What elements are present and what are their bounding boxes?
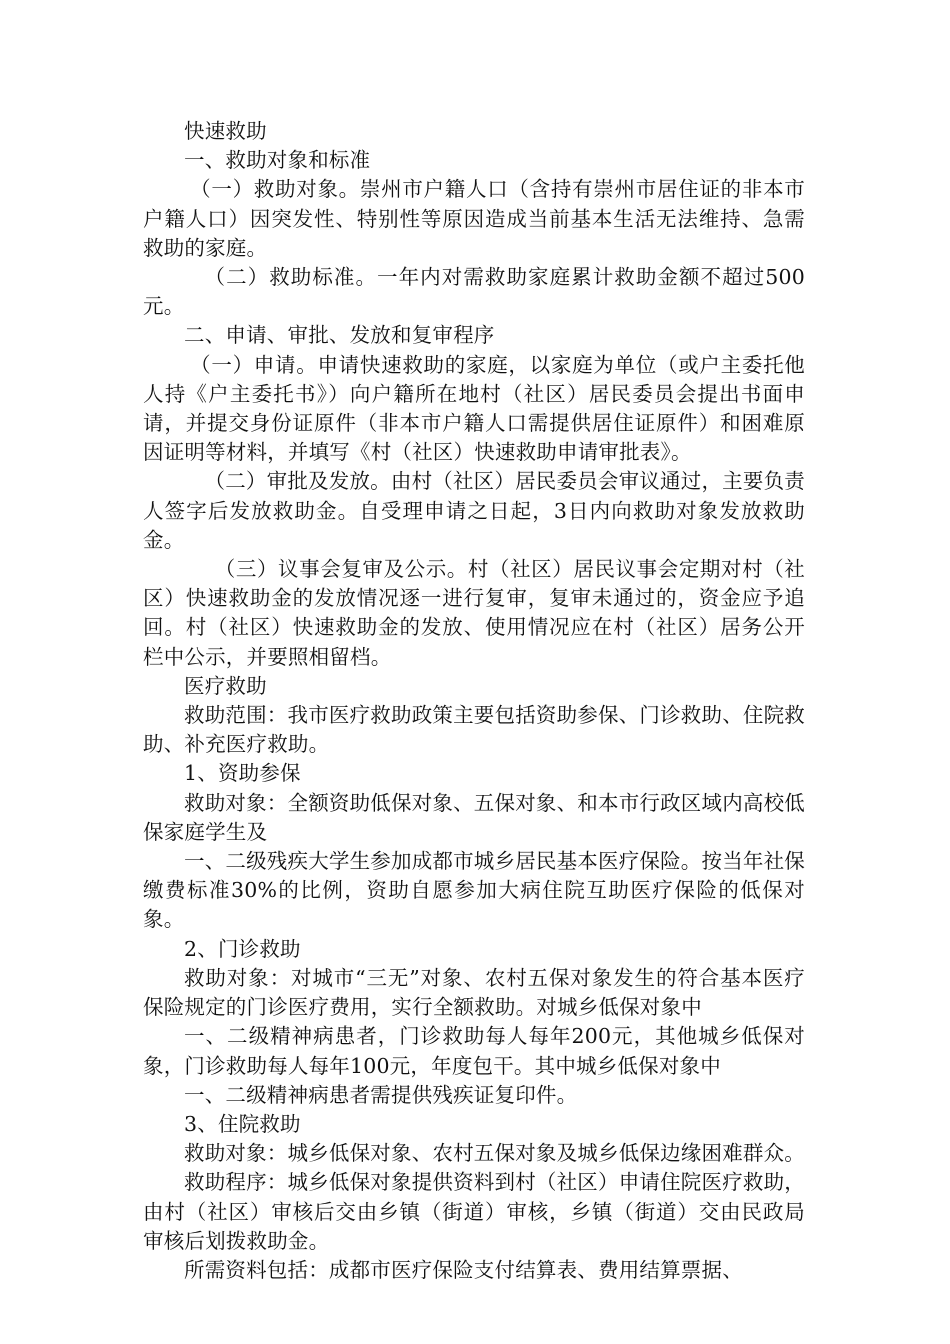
section-title-medical-aid: 医疗救助	[184, 673, 267, 698]
paragraph-inpatient-procedure: 救助程序：城乡低保对象提供资料到村（社区）申请住院医疗救助，由村（社区）审核后交由乡镇（街道）审核，乡镇（街道）交由民政局审核后划拨救助金。	[143, 1170, 805, 1253]
heading-outpatient-aid: 2、门诊救助	[184, 936, 301, 961]
section-title-quick-aid: 快速救助	[184, 119, 267, 143]
paragraph-application: （一）申请。申请快速救助的家庭，以家庭为单位（或户主委托他人持《户主委托书》）向户籍所在地村（社区）居民委员会提出书面申请，并提交身份证原件（非本市户籍人口需提供居住证原件）和困难原因证明等材料，并填写《村（社区）快速救助申请审批表》。	[143, 352, 805, 465]
paragraph-outpatient-amounts: 一、二级精神病患者，门诊救助每人每年200元，其他城乡低保对象，门诊救助每人每年100元，年度包干。其中城乡低保对象中	[143, 1024, 805, 1078]
paragraph-aid-standard: （二）救助标准。一年内对需救助家庭累计救助金额不超过500元。	[143, 265, 805, 319]
paragraph-disability-certificate: 一、二级精神病患者需提供残疾证复印件。	[184, 1082, 578, 1107]
paragraph-disabled-students: 一、二级残疾大学生参加成都市城乡居民基本医疗保险。按当年社保缴费标准30%的比例，资助自愿参加大病住院互助医疗保险的低保对象。	[143, 849, 805, 932]
paragraph-approval-release: （二）审批及发放。由村（社区）居民委员会审议通过，主要负责人签字后发放救助金。自受理申请之日起，3日内向救助对象发放救助金。	[143, 469, 805, 552]
paragraph-subsidy-targets: 救助对象：全额资助低保对象、五保对象、和本市行政区域内高校低保家庭学生及	[143, 790, 805, 844]
paragraph-aid-targets: （一）救助对象。崇州市户籍人口（含持有崇州市居住证的非本市户籍人口）因突发性、特别性等原因造成当前基本生活无法维持、急需救助的家庭。	[143, 177, 805, 260]
heading-aid-targets-standards: 一、救助对象和标准	[184, 148, 371, 173]
paragraph-inpatient-targets: 救助对象：城乡低保对象、农村五保对象及城乡低保边缘困难群众。	[184, 1141, 805, 1166]
heading-application-procedure: 二、申请、审批、发放和复审程序	[184, 323, 495, 348]
heading-insurance-subsidy: 1、资助参保	[184, 761, 301, 786]
heading-inpatient-aid: 3、住院救助	[184, 1111, 301, 1136]
paragraph-review-publicity: （三）议事会复审及公示。村（社区）居民议事会定期对村（社区）快速救助金的发放情况逐一进行复审，复审未通过的，资金应予追回。村（社区）快速救助金的发放、使用情况应在村（社区）居务公开栏中公示，并要照相留档。	[143, 557, 805, 669]
paragraph-outpatient-targets: 救助对象：对城市“三无”对象、农村五保对象发生的符合基本医疗保险规定的门诊医疗费用，实行全额救助。对城乡低保对象中	[143, 965, 805, 1020]
paragraph-required-materials: 所需资料包括：成都市医疗保险支付结算表、费用结算票据、	[184, 1257, 743, 1282]
paragraph-aid-scope: 救助范围：我市医疗救助政策主要包括资助参保、门诊救助、住院救助、补充医疗救助。	[143, 703, 805, 757]
document-body	[143, 117, 805, 1285]
